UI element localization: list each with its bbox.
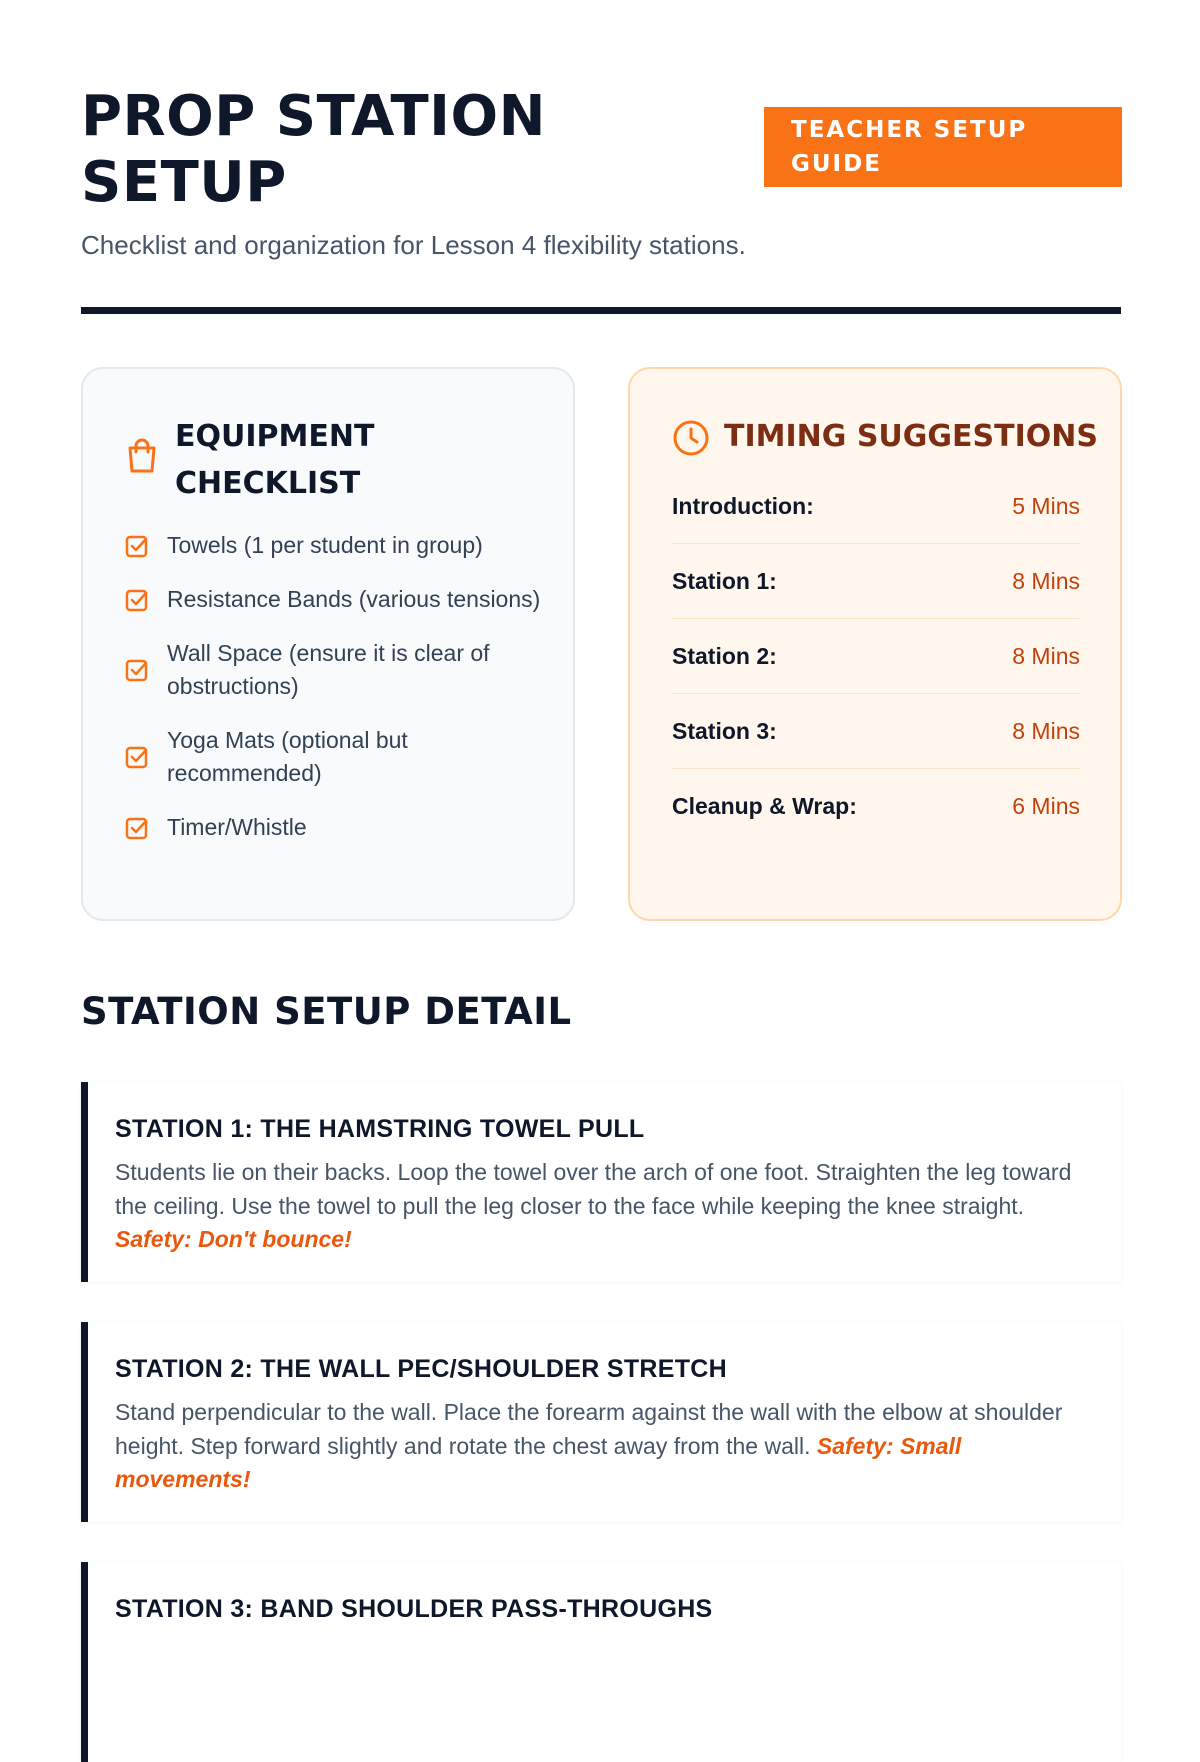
timing-suggestions-card [628, 367, 1122, 921]
timing-card-title: TIMING SUGGESTIONS [724, 419, 1098, 454]
equipment-card-header [125, 413, 475, 507]
checkbox-checked-icon [125, 658, 149, 682]
checkbox-checked-icon [125, 588, 149, 612]
checklist-item-label: Wall Space (ensure it is clear of obstructions) [167, 640, 490, 699]
timing-row [672, 619, 1080, 694]
station-card [81, 1562, 1121, 1762]
station-text: Stand perpendicular to the wall. Place the forearm against the wall with the elbow at shoulder height. Step forward slightly and rotate the chest away from the wall. [115, 1399, 1063, 1459]
station-title: STATION 3: BAND SHOULDER PASS-THROUGHS [115, 1595, 713, 1623]
page-header [81, 84, 1121, 216]
timing-value: 8 Mins [1012, 642, 1080, 669]
station-title: STATION 2: THE WALL PEC/SHOULDER STRETCH [115, 1355, 728, 1383]
teacher-guide-badge: TEACHER SETUP GUIDE [764, 107, 1122, 187]
station-card [81, 1322, 1121, 1522]
header-divider [81, 307, 1121, 314]
station-description [115, 1156, 1089, 1257]
page-subtitle: Checklist and organization for Lesson 4 flexibility stations. [81, 230, 746, 260]
checklist-item [125, 637, 545, 703]
station-card [81, 1082, 1121, 1282]
equipment-card-title: EQUIPMENT CHECKLIST [175, 419, 375, 501]
station-text: Students lie on their backs. Loop the towel over the arch of one foot. Straighten the leg toward the ceiling. Use the towel to pull the leg closer to the face while keeping the knee straight. [115, 1159, 1072, 1219]
page-title: PROP STATION SETUP [81, 84, 546, 215]
checklist-item-label: Timer/Whistle [167, 814, 307, 840]
checklist-item [125, 724, 545, 790]
timing-value: 8 Mins [1012, 717, 1080, 744]
checkbox-checked-icon [125, 816, 149, 840]
checkbox-checked-icon [125, 534, 149, 558]
checklist-item-label: Towels (1 per student in group) [167, 532, 483, 558]
checklist-item-label: Resistance Bands (various tensions) [167, 586, 541, 612]
shopping-bag-icon [125, 437, 159, 480]
safety-note: Safety: Small movements! [115, 1432, 962, 1492]
station-description [115, 1396, 1089, 1497]
timing-row [672, 694, 1080, 769]
timing-list [672, 469, 1080, 844]
safety-note: Safety: Don't bounce! [115, 1226, 352, 1252]
timing-card-header [672, 413, 1098, 462]
timing-value: 5 Mins [1012, 492, 1080, 519]
equipment-checklist-card [81, 367, 575, 921]
station-detail-heading: STATION SETUP DETAIL [81, 990, 572, 1033]
timing-row [672, 469, 1080, 544]
timing-label: Station 2: [672, 642, 777, 669]
timing-row [672, 769, 1080, 844]
station-title: STATION 1: THE HAMSTRING TOWEL PULL [115, 1115, 645, 1143]
timing-label: Cleanup & Wrap: [672, 793, 857, 819]
timing-value: 6 Mins [1012, 793, 1080, 819]
timing-label: Station 3: [672, 717, 777, 744]
timing-label: Station 1: [672, 567, 777, 594]
checklist-item-label: Yoga Mats (optional but recommended) [167, 727, 408, 786]
checklist-item [125, 811, 545, 844]
equipment-list [125, 529, 545, 865]
checkbox-checked-icon [125, 745, 149, 769]
timing-label: Introduction: [672, 492, 814, 519]
clock-icon [672, 419, 710, 462]
checklist-item [125, 529, 545, 562]
timing-value: 8 Mins [1012, 567, 1080, 594]
checklist-item [125, 583, 545, 616]
timing-row [672, 544, 1080, 619]
